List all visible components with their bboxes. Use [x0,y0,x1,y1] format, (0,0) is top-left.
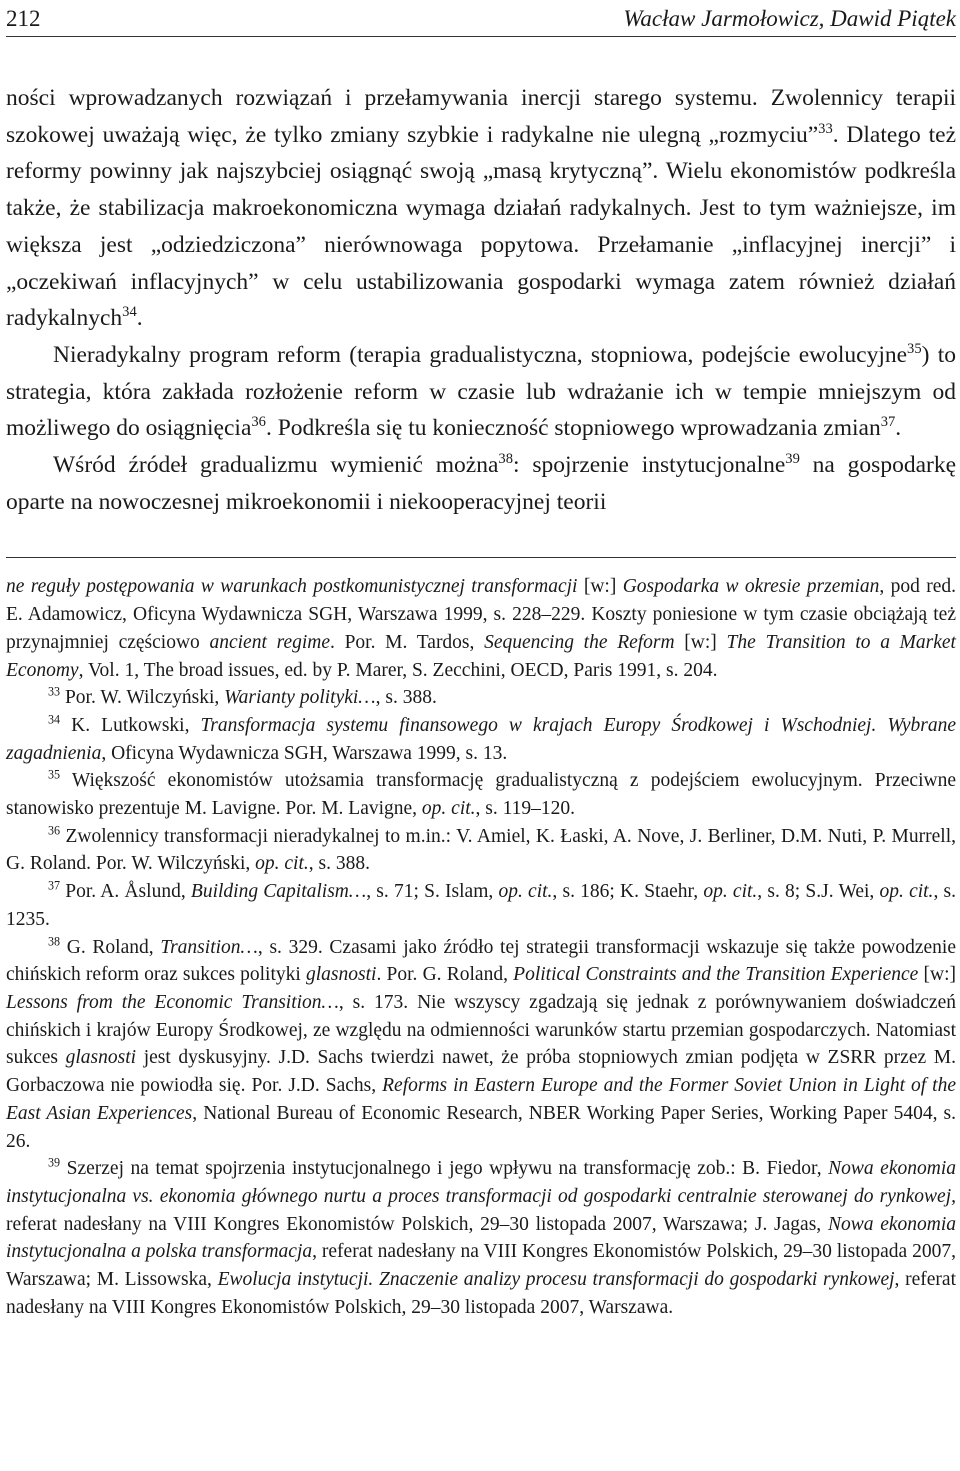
italic-run: op. cit. [421,798,476,820]
text-run: . Podkreśla się tu konieczność stopniowego wprowadzania zmian [265,415,881,442]
text-run: , s. 173. Nie wszyscy zgadzają się jednak z porównywaniem doświadczeń chińskich i krajów Europy Środkowej, ze względu na odmienności warunków startu przemian gospodarczych. Natomiast sukces [6,991,956,1069]
text-run: : spojrzenie instytucjonalne [512,452,786,479]
italic-run: The Transition to a Market Economy [6,631,956,681]
paragraph-3 [6,447,956,520]
italic-run: glasnosti [306,964,377,986]
text-run: [w:] [674,631,727,653]
footnote-number: 34 [48,712,61,727]
footnote-ref-33[interactable]: 33 [818,120,833,137]
text-run: , pod red. E. Adamowicz, Oficyna Wydawnicza SGH, Warszawa 1999, s. 228–229. Koszty poniesione w tym czasie obciążają też przynajmniej częściowo [6,576,956,653]
text-run: Większość ekonomistów utożsamia transformację gradualistyczną z podejściem ewolucyjnym. Przeciwne stanowisko prezentuje M. Lavigne. Por. M. Lavigne, [6,770,956,820]
text-run: , referat nadesłany na VIII Kongres Ekonomistów Polskich, 29–30 listopada 2007, Warszawa. [6,1269,956,1318]
footnote-ref-37[interactable]: 37 [880,414,896,431]
footnote-separator [6,557,956,558]
footnote-34 [6,712,956,767]
footnote-38 [6,934,956,1156]
footnote-number: 37 [48,878,61,893]
text-run: ) to strategia, która zakłada rozłożenie reform w czasie lub wdrażanie ich w tempie mniejszym od możliwego do osiągnięcia [6,341,956,442]
footnote-number: 39 [48,1155,61,1170]
footnote-ref-39[interactable]: 39 [785,451,800,467]
text-run: Szerzej na temat spojrzenia instytucjonalnego i jego wpływu na transformację zob.: B. Fiedor, [60,1158,829,1180]
italic-run: Gospodarka w okresie przemian [622,576,880,598]
italic-run: ne reguły postępowania w warunkach postkomunistycznej transformacji [6,576,578,598]
footnote-35 [6,767,956,822]
text-run: Wśród źródeł gradualizmu wymienić można [53,452,499,479]
footnote-37 [6,878,956,933]
footnote-ref-35[interactable]: 35 [907,340,922,357]
text-run: ności wprowadzanych rozwiązań i przełamywania inercji starego systemu. Zwolennicy terapii szokowej uważają więc, że tylko zmiany szybkie i radykalne nie ulegną „rozmyciu” [6,85,956,148]
italic-run: Ewolucja instytucji. Znaczenie analizy procesu transformacji do gospodarki rynkowej [217,1269,895,1291]
main-text [6,80,956,520]
italic-run: op. cit. [879,881,934,903]
footnote-ref-38[interactable]: 38 [498,451,513,467]
text-run: na gospodarkę oparte na nowoczesnej mikroekonomii i niekooperacyjnej teorii [6,452,957,515]
running-header [6,0,956,37]
italic-run: Nowa ekonomia instytucjonalna vs. ekonomia głównego nurtu a proces transformacji od gospodarki centralnie sterowanej do rynkowej, [6,1158,956,1207]
text-run: [w:] [577,576,623,598]
footnotes [6,573,956,1321]
text-run: Por. A. Åslund, [60,881,191,903]
paragraph-1 [6,80,956,337]
footnote-number: 38 [48,934,61,949]
italic-run: Building Capitalism… [190,881,367,903]
page [6,0,956,1321]
text-run: , Vol. 1, The broad issues, ed. by P. Marer, S. Zecchini, OECD, Paris 1991, s. 204. [78,659,718,681]
text-run: , s. 388. [375,687,437,709]
italic-run: glasnosti [65,1047,137,1069]
footnote-33 [6,684,956,712]
text-run: . Por. G. Roland, [376,964,514,986]
italic-run: Transformacja systemu finansowego w krajach Europy Środkowej i Wschodniej. Wybrane zagadnienia [6,714,956,764]
italic-run: op. cit. [703,881,758,903]
text-run: . [136,305,143,332]
text-run: , s. 186; K. Staehr, [552,881,704,903]
footnote-number: 35 [48,767,61,782]
text-run: . [895,415,902,442]
text-run: . Dlatego też reformy powinny jak najszybciej osiągnąć swoją „masą krytyczną”. Wielu ekonomistów podkreśla także, że stabilizacja makroekonomiczna wymaga działań radykalnych. Jest to tym ważniejsze, im większa jest „odziedziczona” nierównowaga popytowa. Przełamanie „inflacyjnej inercji” i „oczekiwań inflacyjnych” w celu ustabilizowania gospodarki wymaga zatem również działań radykalnych [6,121,956,332]
text-run: , s. 119–120. [475,798,576,820]
footnote-number: 33 [48,684,61,699]
footnote-number: 36 [48,823,61,838]
text-run: jest dyskusyjny. J.D. Sachs twierdzi nawet, że próba stopniowych zmian podjęta w ZSRR przez M. Gorbaczowa nie powiodła się. Por. J.D. Sachs, [6,1047,956,1097]
italic-run: Nowa ekonomia instytucjonalna a polska transformacja [6,1213,957,1263]
footnote-39 [6,1155,956,1321]
text-run: G. Roland, [60,936,161,958]
text-run: , s. 71; S. Islam, [366,881,499,903]
italic-run: Lessons from the Economic Transition… [6,991,339,1013]
text-run: Nieradykalny program reform (terapia gradualistyczna, stopniowa, podejście ewolucyjne [53,341,908,368]
text-run: Zwolennicy transformacji nieradykalnej to m.in.: V. Amiel, K. Łaski, A. Nove, J. Berliner, D.M. Nuti, P. Murrell, G. Roland. Por. W. Wilczyński, [6,825,956,875]
italic-run: ancient regime [209,631,331,653]
text-run: , Oficyna Wydawnicza SGH, Warszawa 1999, s. 13. [101,742,508,764]
italic-run: Political Constraints and the Transition Experience [513,964,919,986]
running-title: Wacław Jarmołowicz, Dawid Piątek [623,6,956,31]
text-run: [w:] [918,964,956,986]
text-run: K. Lutkowski, [60,714,201,736]
italic-run: op. cit. [498,881,553,903]
italic-run: Transition… [160,936,258,958]
text-run: , s. 1235. [6,881,956,930]
italic-run: Sequencing the Reform [484,631,675,653]
text-run: , s. 8; S.J. Wei, [757,881,880,903]
text-run: . Por. M. Tardos, [330,631,485,653]
italic-run: Reforms in Eastern Europe and the Former Soviet Union in Light of the East Asian Experiences [6,1075,957,1124]
italic-run: Warianty polityki… [224,687,376,709]
footnote-continuation [6,573,956,684]
footnote-36 [6,823,956,878]
page-number: 212 [6,6,41,31]
text-run: referat nadesłany na VIII Kongres Ekonomistów Polskich, 29–30 listopada 2007, Warszawa; J. Jagas, [6,1213,828,1235]
text-run: , s. 388. [308,853,370,875]
footnote-ref-34[interactable]: 34 [122,304,137,321]
text-run: , referat nadesłany na VIII Kongres Ekonomistów Polskich, 29–30 listopada 2007, Warszawa; M. Lissowska, [6,1241,956,1291]
text-run: , s. 329. Czasami jako źródło tej strategii transformacji wskazuje się także powodzenie chińskich reform oraz sukces polityki [6,936,956,986]
paragraph-2 [6,337,956,447]
text-run: , National Bureau of Economic Research, NBER Working Paper Series, Working Paper 5404, s. 26. [6,1102,957,1152]
italic-run: op. cit. [255,853,309,875]
footnote-ref-36[interactable]: 36 [251,414,266,431]
text-run: Por. W. Wilczyński, [60,687,225,709]
